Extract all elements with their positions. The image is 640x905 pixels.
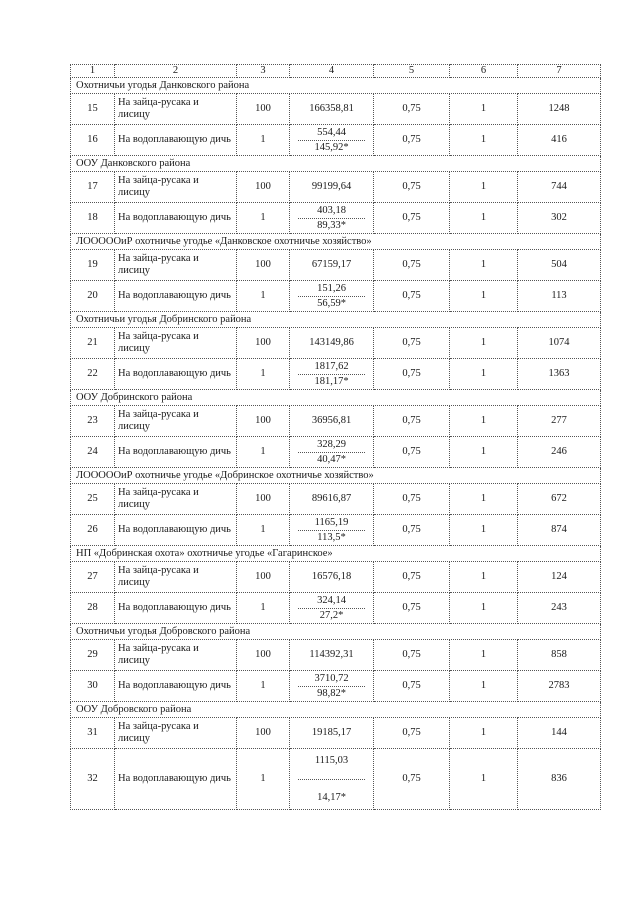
- cell-col3: 100: [237, 484, 290, 515]
- cell-col4: 143149,86: [290, 328, 374, 359]
- cell-col5: 0,75: [374, 718, 450, 749]
- row-label: На зайца-русака и лисицу: [115, 172, 237, 203]
- split-values: [290, 749, 373, 809]
- value-bottom: 56,59*: [317, 297, 346, 309]
- cell-col4: 99199,64: [290, 172, 374, 203]
- cell-col4-split: [290, 749, 374, 810]
- row-label: На зайца-русака и лисицу: [115, 94, 237, 125]
- cell-col4-split: [290, 671, 374, 702]
- section-row: [71, 390, 601, 406]
- cell-col6: 1: [450, 671, 518, 702]
- cell-col3: 1: [237, 281, 290, 312]
- cell-col6: 1: [450, 406, 518, 437]
- cell-col7: 246: [518, 437, 601, 468]
- row-label: На водоплавающую дичь: [115, 281, 237, 312]
- section-title: ЛОООООиР охотничье угодье «Добринское охотничье хозяйство»: [71, 468, 601, 484]
- row-number: 30: [71, 671, 115, 702]
- cell-col6: 1: [450, 281, 518, 312]
- cell-col7: 302: [518, 203, 601, 234]
- cell-col5: 0,75: [374, 671, 450, 702]
- cell-col3: 1: [237, 125, 290, 156]
- row-label: На зайца-русака и лисицу: [115, 406, 237, 437]
- row-number: 21: [71, 328, 115, 359]
- section-row: [71, 546, 601, 562]
- row-number: 23: [71, 406, 115, 437]
- cell-col5: 0,75: [374, 172, 450, 203]
- table-row: [71, 562, 601, 593]
- cell-col4-split: [290, 593, 374, 624]
- split-values: [290, 593, 373, 623]
- cell-col5: 0,75: [374, 484, 450, 515]
- row-label: На водоплавающую дичь: [115, 203, 237, 234]
- row-number: 16: [71, 125, 115, 156]
- value-bottom: 98,82*: [317, 687, 346, 699]
- row-label: На водоплавающую дичь: [115, 593, 237, 624]
- row-number: 22: [71, 359, 115, 390]
- header-cell: 6: [450, 65, 518, 78]
- row-number: 31: [71, 718, 115, 749]
- section-title: ООУ Добровского района: [71, 702, 601, 718]
- cell-col4-split: [290, 359, 374, 390]
- section-row: [71, 234, 601, 250]
- cell-col6: 1: [450, 718, 518, 749]
- cell-col3: 100: [237, 94, 290, 125]
- cell-col3: 1: [237, 671, 290, 702]
- cell-col6: 1: [450, 359, 518, 390]
- cell-col6: 1: [450, 749, 518, 810]
- cell-col3: 100: [237, 250, 290, 281]
- row-number: 28: [71, 593, 115, 624]
- section-row: [71, 78, 601, 94]
- header-row: [71, 65, 601, 78]
- value-bottom: 27,2*: [319, 609, 344, 621]
- cell-col5: 0,75: [374, 328, 450, 359]
- cell-col7: 243: [518, 593, 601, 624]
- value-bottom: 40,47*: [317, 453, 346, 465]
- table-row: [71, 671, 601, 702]
- cell-col7: 1363: [518, 359, 601, 390]
- cell-col4-split: [290, 125, 374, 156]
- cell-col7: 2783: [518, 671, 601, 702]
- table-row: [71, 172, 601, 203]
- cell-col3: 100: [237, 562, 290, 593]
- section-row: [71, 156, 601, 172]
- cell-col6: 1: [450, 562, 518, 593]
- cell-col5: 0,75: [374, 640, 450, 671]
- value-top: 1165,19: [298, 517, 365, 531]
- section-row: [71, 312, 601, 328]
- cell-col6: 1: [450, 250, 518, 281]
- cell-col5: 0,75: [374, 125, 450, 156]
- cell-col5: 0,75: [374, 749, 450, 810]
- table-row: [71, 406, 601, 437]
- section-row: [71, 624, 601, 640]
- table-row: [71, 359, 601, 390]
- cell-col4: 67159,17: [290, 250, 374, 281]
- cell-col5: 0,75: [374, 203, 450, 234]
- cell-col5: 0,75: [374, 94, 450, 125]
- section-row: [71, 702, 601, 718]
- row-label: На водоплавающую дичь: [115, 749, 237, 810]
- cell-col4: 19185,17: [290, 718, 374, 749]
- cell-col4-split: [290, 437, 374, 468]
- row-label: На водоплавающую дичь: [115, 671, 237, 702]
- cell-col5: 0,75: [374, 562, 450, 593]
- header-cell: 5: [374, 65, 450, 78]
- value-bottom: 89,33*: [317, 219, 346, 231]
- header-cell: 3: [237, 65, 290, 78]
- table-row: [71, 515, 601, 546]
- cell-col6: 1: [450, 172, 518, 203]
- row-label: На водоплавающую дичь: [115, 515, 237, 546]
- cell-col6: 1: [450, 593, 518, 624]
- value-top: 1817,62: [298, 361, 365, 375]
- header-cell: 1: [71, 65, 115, 78]
- cell-col5: 0,75: [374, 515, 450, 546]
- row-label: На зайца-русака и лисицу: [115, 718, 237, 749]
- cell-col7: 113: [518, 281, 601, 312]
- cell-col3: 1: [237, 515, 290, 546]
- row-label: На зайца-русака и лисицу: [115, 562, 237, 593]
- split-values: [290, 281, 373, 311]
- section-title: ООУ Добринского района: [71, 390, 601, 406]
- value-bottom: 145,92*: [314, 141, 349, 153]
- document-page: [70, 64, 600, 810]
- table-row: [71, 484, 601, 515]
- value-top: 403,18: [298, 205, 365, 219]
- cell-col6: 1: [450, 515, 518, 546]
- table-body: [71, 65, 601, 810]
- split-values: [290, 515, 373, 545]
- cell-col3: 100: [237, 328, 290, 359]
- split-values: [290, 437, 373, 467]
- cell-col6: 1: [450, 328, 518, 359]
- split-values: [290, 203, 373, 233]
- value-bottom: 113,5*: [317, 531, 346, 543]
- cell-col4: 166358,81: [290, 94, 374, 125]
- cell-col3: 100: [237, 718, 290, 749]
- cell-col3: 1: [237, 359, 290, 390]
- table-row: [71, 125, 601, 156]
- row-number: 17: [71, 172, 115, 203]
- cell-col7: 1074: [518, 328, 601, 359]
- section-title: ЛОООООиР охотничье угодье «Данковское охотничье хозяйство»: [71, 234, 601, 250]
- table-row: [71, 593, 601, 624]
- row-number: 32: [71, 749, 115, 810]
- row-number: 18: [71, 203, 115, 234]
- table-row: [71, 718, 601, 749]
- cell-col5: 0,75: [374, 250, 450, 281]
- split-values: [290, 359, 373, 389]
- row-label: На водоплавающую дичь: [115, 359, 237, 390]
- cell-col7: 1248: [518, 94, 601, 125]
- cell-col4-split: [290, 281, 374, 312]
- quota-table: [70, 64, 601, 810]
- cell-col3: 1: [237, 593, 290, 624]
- cell-col7: 858: [518, 640, 601, 671]
- table-row: [71, 281, 601, 312]
- value-top: 328,29: [298, 439, 365, 453]
- cell-col6: 1: [450, 437, 518, 468]
- table-row: [71, 640, 601, 671]
- cell-col7: 874: [518, 515, 601, 546]
- value-top: 151,26: [298, 283, 365, 297]
- section-title: НП «Добринская охота» охотничье угодье «Гагаринское»: [71, 546, 601, 562]
- cell-col3: 100: [237, 640, 290, 671]
- cell-col4-split: [290, 515, 374, 546]
- cell-col7: 144: [518, 718, 601, 749]
- cell-col6: 1: [450, 203, 518, 234]
- cell-col5: 0,75: [374, 281, 450, 312]
- cell-col7: 504: [518, 250, 601, 281]
- section-title: Охотничьи угодья Добринского района: [71, 312, 601, 328]
- cell-col5: 0,75: [374, 359, 450, 390]
- cell-col6: 1: [450, 125, 518, 156]
- cell-col4: 89616,87: [290, 484, 374, 515]
- cell-col7: 744: [518, 172, 601, 203]
- row-number: 25: [71, 484, 115, 515]
- row-number: 19: [71, 250, 115, 281]
- value-top: 554,44: [298, 127, 365, 141]
- cell-col6: 1: [450, 640, 518, 671]
- cell-col3: 1: [237, 437, 290, 468]
- cell-col3: 100: [237, 406, 290, 437]
- row-number: 20: [71, 281, 115, 312]
- value-bottom: 181,17*: [314, 375, 349, 387]
- value-top: 324,14: [298, 595, 365, 609]
- cell-col3: 100: [237, 172, 290, 203]
- header-cell: 4: [290, 65, 374, 78]
- cell-col7: 836: [518, 749, 601, 810]
- section-title: Охотничьи угодья Данковского района: [71, 78, 601, 94]
- table-row: [71, 749, 601, 810]
- row-number: 29: [71, 640, 115, 671]
- split-values: [290, 671, 373, 701]
- split-values: [290, 125, 373, 155]
- table-row: [71, 437, 601, 468]
- row-label: На водоплавающую дичь: [115, 437, 237, 468]
- header-cell: 2: [115, 65, 237, 78]
- cell-col7: 124: [518, 562, 601, 593]
- section-row: [71, 468, 601, 484]
- row-number: 27: [71, 562, 115, 593]
- cell-col3: 1: [237, 749, 290, 810]
- cell-col4: 114392,31: [290, 640, 374, 671]
- cell-col7: 672: [518, 484, 601, 515]
- section-title: ООУ Данковского района: [71, 156, 601, 172]
- cell-col4: 16576,18: [290, 562, 374, 593]
- row-label: На зайца-русака и лисицу: [115, 484, 237, 515]
- value-top: 3710,72: [298, 673, 365, 687]
- cell-col5: 0,75: [374, 406, 450, 437]
- row-number: 26: [71, 515, 115, 546]
- row-label: На зайца-русака и лисицу: [115, 640, 237, 671]
- cell-col5: 0,75: [374, 437, 450, 468]
- cell-col7: 277: [518, 406, 601, 437]
- cell-col7: 416: [518, 125, 601, 156]
- row-label: На зайца-русака и лисицу: [115, 250, 237, 281]
- table-row: [71, 94, 601, 125]
- table-row: [71, 203, 601, 234]
- row-label: На водоплавающую дичь: [115, 125, 237, 156]
- row-label: На зайца-русака и лисицу: [115, 328, 237, 359]
- cell-col4: 36956,81: [290, 406, 374, 437]
- row-number: 24: [71, 437, 115, 468]
- table-row: [71, 328, 601, 359]
- cell-col4-split: [290, 203, 374, 234]
- value-bottom: 14,17*: [317, 791, 346, 803]
- table-row: [71, 250, 601, 281]
- header-cell: 7: [518, 65, 601, 78]
- cell-col6: 1: [450, 94, 518, 125]
- value-top: 1115,03: [298, 755, 365, 780]
- section-title: Охотничьи угодья Добровского района: [71, 624, 601, 640]
- cell-col5: 0,75: [374, 593, 450, 624]
- row-number: 15: [71, 94, 115, 125]
- cell-col6: 1: [450, 484, 518, 515]
- cell-col3: 1: [237, 203, 290, 234]
